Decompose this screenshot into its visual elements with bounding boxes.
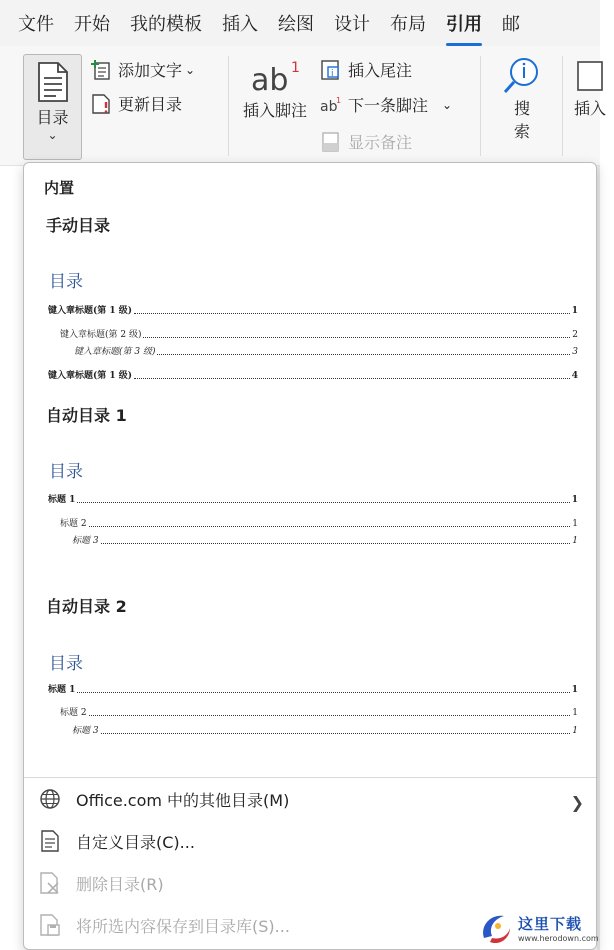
save-to-gallery-icon — [38, 913, 62, 937]
watermark-logo — [478, 905, 600, 950]
chevron-right-icon: ❯ — [570, 793, 584, 812]
toc-button[interactable] — [23, 54, 82, 160]
toc-line-page: 1 — [572, 519, 578, 529]
update-table-icon — [90, 93, 112, 115]
menu-layout[interactable]: 布局 — [390, 14, 426, 35]
search-label-line2: 索 — [513, 122, 530, 141]
toc-gallery — [23, 162, 597, 950]
toc-line — [48, 682, 578, 695]
citation-icon — [574, 56, 604, 96]
next-footnote-icon — [320, 94, 342, 116]
insert-citation-label: 插入 — [574, 99, 607, 118]
toc-line — [72, 533, 578, 546]
toc-preview-title: 目录 — [49, 272, 83, 292]
menu-bar — [0, 0, 600, 46]
search-label-line1: 搜 — [513, 99, 530, 118]
show-notes-label: 显示备注 — [348, 133, 413, 152]
svg-text:ab: ab — [320, 98, 338, 115]
ribbon — [0, 46, 607, 166]
watermark-url: www.herodown.com — [518, 933, 599, 943]
gallery-item-name: 手动目录 — [46, 216, 111, 235]
menu-draw[interactable]: 绘图 — [278, 14, 314, 35]
next-footnote-label: 下一条脚注 — [348, 96, 429, 115]
toc-preview-title: 目录 — [49, 654, 83, 674]
more-toc-label: Office.com 中的其他目录(M) — [76, 790, 290, 810]
custom-toc-icon — [38, 829, 62, 853]
toc-line — [60, 327, 578, 340]
menu-mailings[interactable]: 邮 — [502, 14, 520, 35]
toc-line-page: 3 — [572, 347, 578, 357]
custom-toc-menu-item[interactable] — [38, 829, 195, 853]
toc-line-text: 键入章标题(第 3 级) — [74, 347, 156, 357]
remove-toc-menu-item[interactable] — [38, 871, 164, 895]
globe-icon — [38, 787, 62, 811]
gallery-item-name: 自动目录 1 — [46, 406, 127, 425]
search-icon — [500, 56, 544, 96]
toc-line-page: 4 — [571, 371, 578, 381]
toc-preview-auto-1[interactable] — [24, 433, 596, 553]
add-text-label: 添加文字 — [118, 61, 183, 80]
insert-endnote-label: 插入尾注 — [348, 61, 413, 80]
menu-insert[interactable]: 插入 — [222, 14, 258, 35]
builtin-header: 内置 — [44, 179, 75, 197]
footnote-icon — [243, 56, 307, 98]
toc-line-page: 1 — [571, 306, 578, 316]
toc-line — [74, 344, 578, 357]
svg-text:ab: ab — [251, 63, 289, 98]
toc-line-text: 标题 1 — [48, 495, 76, 505]
toc-line-text: 标题 2 — [60, 708, 87, 718]
toc-line-text: 标题 2 — [60, 519, 87, 529]
insert-endnote-button[interactable] — [320, 58, 412, 81]
insert-footnote-button[interactable] — [238, 56, 312, 121]
save-selection-menu-item[interactable] — [38, 913, 290, 937]
insert-footnote-label: 插入脚注 — [242, 101, 307, 120]
svg-text:i: i — [331, 68, 334, 79]
show-notes-button[interactable] — [320, 130, 412, 153]
insert-citation-button[interactable] — [574, 56, 614, 119]
update-toc-button[interactable] — [90, 92, 182, 115]
ribbon-divider — [228, 56, 229, 156]
document-edge — [597, 166, 600, 950]
toc-line — [72, 723, 578, 736]
more-toc-menu-item[interactable] — [38, 787, 289, 811]
svg-text:1: 1 — [291, 60, 300, 76]
add-text-icon — [90, 59, 112, 81]
gallery-divider — [24, 777, 596, 778]
toc-line-page: 1 — [572, 536, 578, 546]
chevron-down-icon: ⌄ — [185, 62, 196, 77]
next-footnote-button[interactable] — [320, 93, 452, 116]
add-text-button[interactable] — [90, 58, 195, 81]
menu-file[interactable]: 文件 — [18, 14, 54, 35]
menu-home[interactable]: 开始 — [74, 14, 110, 35]
menu-my-templates[interactable]: 我的模板 — [130, 14, 202, 35]
remove-toc-icon — [38, 871, 62, 895]
remove-toc-label: 删除目录(R) — [76, 874, 164, 894]
toc-line — [48, 368, 578, 381]
save-selection-label: 将所选内容保存到目录库(S)... — [76, 916, 290, 936]
toc-line-text: 键入章标题(第 1 级) — [48, 371, 133, 381]
toc-line — [60, 705, 578, 718]
ribbon-divider — [480, 56, 481, 156]
toc-line-text: 键入章标题(第 1 级) — [48, 306, 133, 316]
toc-preview-auto-2[interactable] — [24, 623, 596, 745]
watermark-text: 这里下载 — [518, 914, 583, 933]
toc-line — [48, 492, 578, 505]
toc-line — [60, 516, 578, 529]
toc-line-page: 1 — [571, 685, 578, 695]
menu-design[interactable]: 设计 — [334, 14, 370, 35]
toc-line-text: 标题 3 — [72, 726, 99, 736]
toc-line-page: 1 — [572, 726, 578, 736]
svg-text:1: 1 — [336, 95, 342, 105]
ribbon-divider — [562, 56, 563, 156]
document-icon — [36, 61, 70, 103]
toc-preview-manual[interactable] — [24, 243, 596, 389]
toc-button-label: 目录 — [36, 108, 69, 127]
toc-line-text: 键入章标题(第 2 级) — [60, 330, 142, 340]
toc-line — [48, 303, 578, 316]
chevron-down-icon: ⌄ — [47, 128, 58, 142]
endnote-icon — [320, 59, 342, 81]
chevron-down-icon: ⌄ — [442, 97, 453, 112]
gallery-item-name: 自动目录 2 — [46, 597, 127, 616]
menu-references[interactable]: 引用 — [446, 10, 482, 36]
custom-toc-label: 自定义目录(C)... — [76, 832, 195, 852]
show-notes-icon — [320, 131, 342, 153]
toc-line-page: 2 — [572, 330, 578, 340]
update-toc-label: 更新目录 — [118, 95, 183, 114]
toc-line-page: 1 — [571, 495, 578, 505]
toc-line-page: 1 — [572, 708, 578, 718]
toc-line-text: 标题 3 — [72, 536, 99, 546]
toc-line-text: 标题 1 — [48, 685, 76, 695]
search-button[interactable] — [496, 56, 548, 142]
swirl-logo-icon — [478, 908, 514, 948]
toc-preview-title: 目录 — [49, 462, 83, 482]
